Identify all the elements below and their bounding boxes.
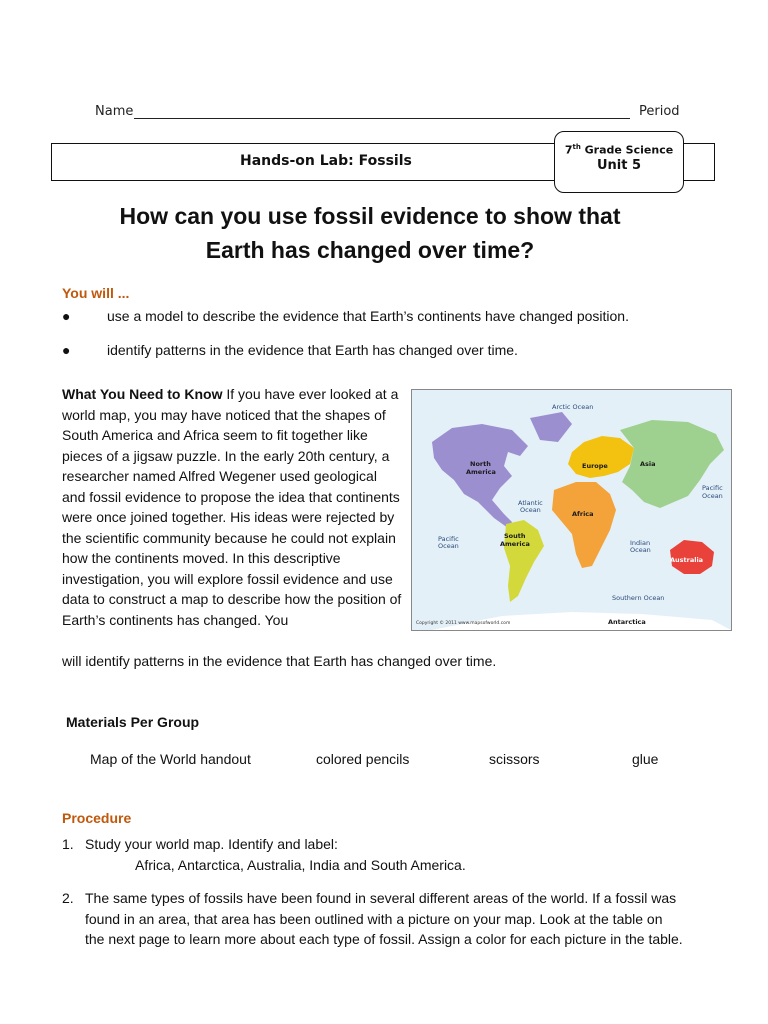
material-item: glue	[632, 751, 659, 767]
map-label-australia: Australia	[670, 556, 704, 564]
map-label-atlantic: Atlantic	[518, 499, 543, 507]
map-label-atlantic-2: Ocean	[520, 506, 541, 514]
what-you-need-paragraph: What You Need to Know If you have ever looked at a world map, you may have noticed that the shapes of South America and Africa seem to fit together like pieces of a jigsaw puzzle. In the early 20th century, a researcher named Alfred Wegener used geological and fossil evidence to propose the idea that continents were once joined together. His ideas were rejected by the scientific community because he could not explain how the continents moved. In this descriptive investigation, you will explore fossil evidence and use data to construct a map to describe how the position of Earth’s continents has changed. You	[62, 386, 402, 628]
material-item: Map of the World handout	[90, 751, 251, 767]
step-text: The same types of fossils have been found in several different areas of the world. If a fossil was found in an area, that area has been outlined with a picture on your map. Look at the table on the next page to learn more about each type of fossil. Assign a color for each picture in the table.	[85, 890, 683, 947]
map-label-pacific-right-2: Ocean	[702, 492, 723, 500]
step-text: Study your world map. Identify and label:	[85, 836, 338, 852]
procedure-step	[62, 834, 702, 876]
grade-label: 7th Grade Science	[564, 143, 674, 157]
step-number: 2.	[62, 890, 74, 906]
map-label-pacific-left: Pacific	[438, 535, 459, 543]
map-label-antarctica: Antarctica	[608, 618, 646, 626]
name-field-line[interactable]	[134, 118, 630, 119]
period-label: Period	[639, 104, 680, 119]
step-number: 1.	[62, 836, 74, 852]
what-you-need-tail: will identify patterns in the evidence that Earth has changed over time.	[62, 653, 497, 669]
step-text-list: Africa, Antarctica, Australia, India and South America.	[135, 856, 466, 873]
map-label-pacific-left-2: Ocean	[438, 542, 459, 550]
material-item: colored pencils	[316, 751, 410, 767]
map-label-southern: Southern Ocean	[612, 594, 665, 602]
unit-label: Unit 5	[596, 157, 642, 173]
map-label-north-america-2: America	[466, 468, 496, 476]
map-label-indian: Indian	[630, 539, 651, 547]
map-label-south-america-2: America	[500, 540, 530, 548]
page-title: How can you use fossil evidence to show that Earth has changed over time?	[119, 203, 621, 263]
you-will-heading: You will ...	[62, 285, 130, 301]
map-label-south-america: South	[504, 532, 526, 540]
name-label: Name	[95, 104, 134, 119]
what-you-need-heading: What You Need to Know	[62, 386, 223, 402]
unit-badge	[554, 131, 684, 193]
material-item: scissors	[489, 751, 540, 767]
materials-heading: Materials Per Group	[66, 714, 200, 730]
map-label-north-america: North	[470, 460, 491, 468]
map-label-asia: Asia	[640, 460, 656, 468]
bullet-icon: ●	[62, 342, 71, 358]
procedure-heading: Procedure	[62, 810, 132, 826]
map-label-africa: Africa	[572, 510, 594, 518]
map-label-pacific-right: Pacific	[702, 484, 723, 492]
map-copyright: Copyright © 2011 www.mapsofworld.com	[416, 621, 511, 626]
map-label-arctic: Arctic Ocean	[552, 403, 594, 411]
lab-title: Hands-on Lab: Fossils	[240, 153, 412, 169]
world-map-image	[411, 389, 732, 631]
map-label-indian-2: Ocean	[630, 546, 651, 554]
procedure-step	[62, 888, 702, 978]
bullet-icon: ●	[62, 308, 71, 324]
map-label-europe: Europe	[582, 462, 608, 470]
